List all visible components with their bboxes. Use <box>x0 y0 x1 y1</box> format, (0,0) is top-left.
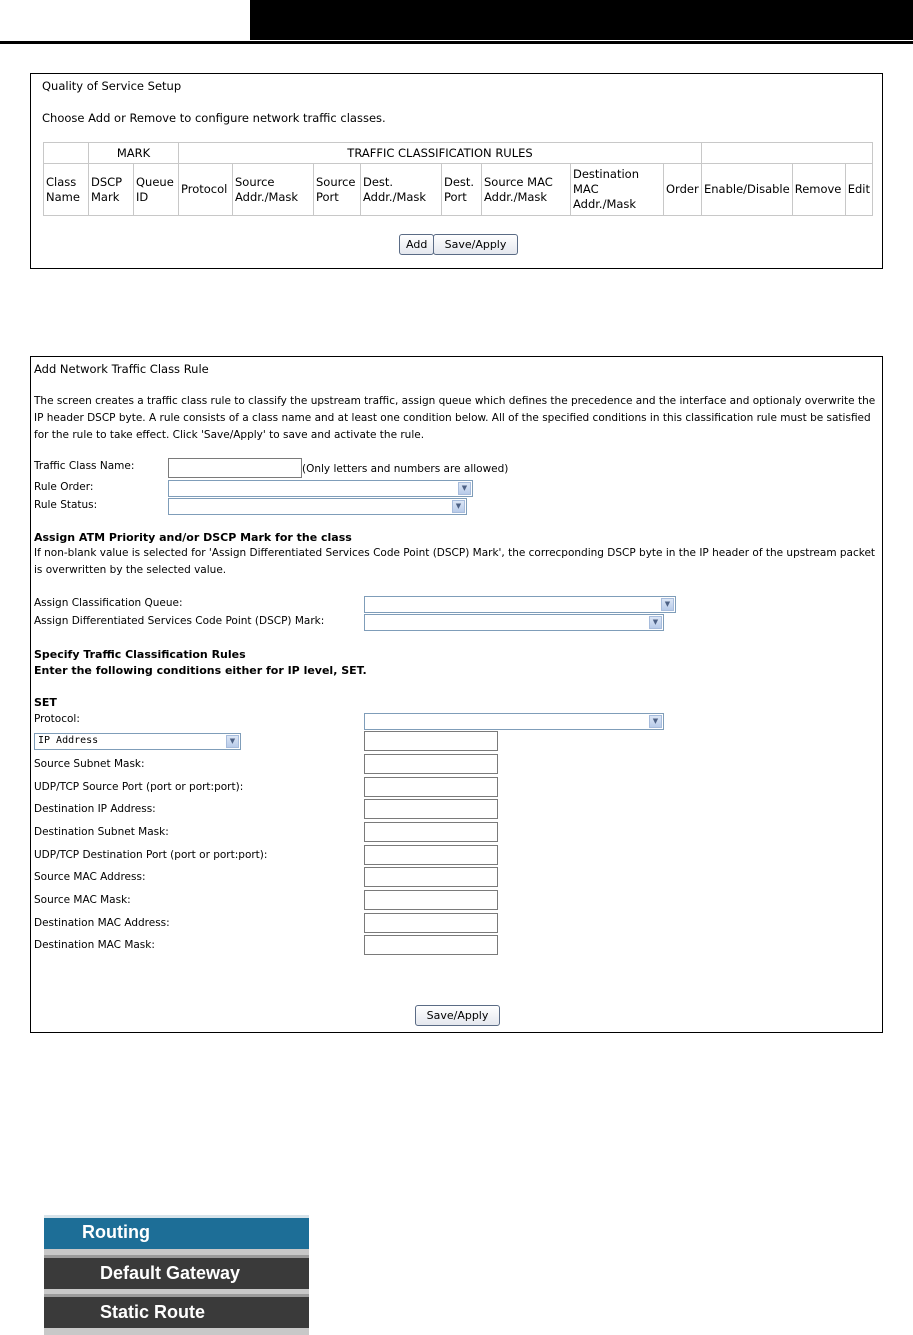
save-apply-button[interactable]: Save/Apply <box>433 234 518 255</box>
chevron-down-icon: ▼ <box>649 715 662 728</box>
column-header: Dest. Port <box>442 164 482 216</box>
class-name-input[interactable] <box>168 458 302 478</box>
table-group-rules: TRAFFIC CLASSIFICATION RULES <box>179 143 702 164</box>
field-label: UDP/TCP Source Port (port or port:port): <box>34 781 244 793</box>
class-name-label: Traffic Class Name: <box>34 460 135 472</box>
chevron-down-icon: ▼ <box>452 500 465 513</box>
add-rule-panel <box>30 356 883 1033</box>
ip-type-select[interactable] <box>34 733 241 750</box>
field-label: UDP/TCP Destination Port (port or port:port): <box>34 849 268 861</box>
qos-setup-panel <box>30 73 883 269</box>
source-subnet-mask-input[interactable] <box>364 754 498 774</box>
menu-item-default-gateway[interactable] <box>44 1255 309 1289</box>
column-header: Source MAC Addr./Mask <box>482 164 571 216</box>
ip-type-value: IP Address <box>38 735 99 746</box>
menu-item-label: Static Route <box>100 1302 206 1322</box>
dscp-label: Assign Differentiated Services Code Point (DSCP) Mark: <box>34 615 325 627</box>
rule-intro: The screen creates a traffic class rule to classify the upstream traffic, assign queue which defines the precedence and the interface and optionaly overwrite the IP header DSCP byte. A rule consists of a class name and at least one condition below. All of the specified conditions in this classification rule must be satisfied for the rule to take effect. Click 'Save/Apply' to save and activate the rule. <box>34 395 876 441</box>
chevron-down-icon: ▼ <box>458 482 471 495</box>
protocol-label: Protocol: <box>34 713 80 725</box>
column-header: Source Addr./Mask <box>233 164 314 216</box>
header-black-bar <box>250 0 913 40</box>
column-header: Queue ID <box>134 164 179 216</box>
column-header: DSCP Mark <box>89 164 134 216</box>
rule-status-label: Rule Status: <box>34 499 98 511</box>
menu-item-routing[interactable] <box>44 1215 309 1249</box>
save-apply-button[interactable]: Save/Apply <box>415 1005 500 1026</box>
ip-address-input[interactable] <box>364 731 498 751</box>
spec-subtitle: Enter the following conditions either for IP level, SET. <box>34 664 367 677</box>
field-label: Source MAC Mask: <box>34 894 131 906</box>
rule-title: Add Network Traffic Class Rule <box>34 362 209 376</box>
queue-label: Assign Classification Queue: <box>34 597 183 609</box>
chevron-down-icon: ▼ <box>649 616 662 629</box>
column-header: Source Port <box>314 164 361 216</box>
class-name-hint: (Only letters and numbers are allowed) <box>302 463 509 475</box>
column-header: Destination MAC Addr./Mask <box>571 164 664 216</box>
qos-rules-table <box>43 142 873 216</box>
routing-menu <box>44 1215 309 1335</box>
field-label: Destination MAC Address: <box>34 917 170 929</box>
add-button[interactable]: Add <box>399 234 434 255</box>
assign-title: Assign ATM Priority and/or DSCP Mark for the class <box>34 531 352 544</box>
header-rule <box>0 41 913 44</box>
menu-item-static-route[interactable] <box>44 1294 309 1328</box>
menu-item-label: Default Gateway <box>100 1263 241 1283</box>
column-header: Class Name <box>44 164 89 216</box>
source-mac-mask-input[interactable] <box>364 890 498 910</box>
destination-ip-input[interactable] <box>364 799 498 819</box>
qos-title: Quality of Service Setup <box>42 79 182 93</box>
qos-description: Choose Add or Remove to configure network traffic classes. <box>42 111 386 125</box>
table-header-blank <box>44 143 89 164</box>
field-label: Source MAC Address: <box>34 871 146 883</box>
source-port-input[interactable] <box>364 777 498 797</box>
column-header: Order <box>664 164 702 216</box>
column-header: Edit <box>845 164 872 216</box>
column-header: Protocol <box>179 164 233 216</box>
field-label: Destination MAC Mask: <box>34 939 155 951</box>
destination-subnet-mask-input[interactable] <box>364 822 498 842</box>
destination-mac-address-input[interactable] <box>364 913 498 933</box>
column-header: Remove <box>792 164 845 216</box>
queue-select[interactable] <box>364 596 676 613</box>
field-label: Destination IP Address: <box>34 803 156 815</box>
field-label: Source Subnet Mask: <box>34 758 145 770</box>
column-header: Dest. Addr./Mask <box>361 164 442 216</box>
spec-title: Specify Traffic Classification Rules <box>34 648 246 661</box>
rule-order-label: Rule Order: <box>34 481 94 493</box>
column-header: Enable/Disable <box>702 164 793 216</box>
source-mac-address-input[interactable] <box>364 867 498 887</box>
destination-port-input[interactable] <box>364 845 498 865</box>
assign-description: If non-blank value is selected for 'Assign Differentiated Services Code Point (DSCP) Mark', the correcponding DSCP byte in the IP header of the upstream packet is overwritten by the selected value. <box>34 547 876 576</box>
table-header-blank <box>702 143 873 164</box>
chevron-down-icon: ▼ <box>661 598 674 611</box>
field-label: Destination Subnet Mask: <box>34 826 169 838</box>
dscp-select[interactable] <box>364 614 664 631</box>
table-group-mark: MARK <box>89 143 179 164</box>
destination-mac-mask-input[interactable] <box>364 935 498 955</box>
rule-order-select[interactable] <box>168 480 473 497</box>
rule-status-select[interactable] <box>168 498 467 515</box>
protocol-select[interactable] <box>364 713 664 730</box>
chevron-down-icon: ▼ <box>226 735 239 748</box>
set-title: SET <box>34 696 57 709</box>
menu-item-label: Routing <box>82 1222 150 1242</box>
